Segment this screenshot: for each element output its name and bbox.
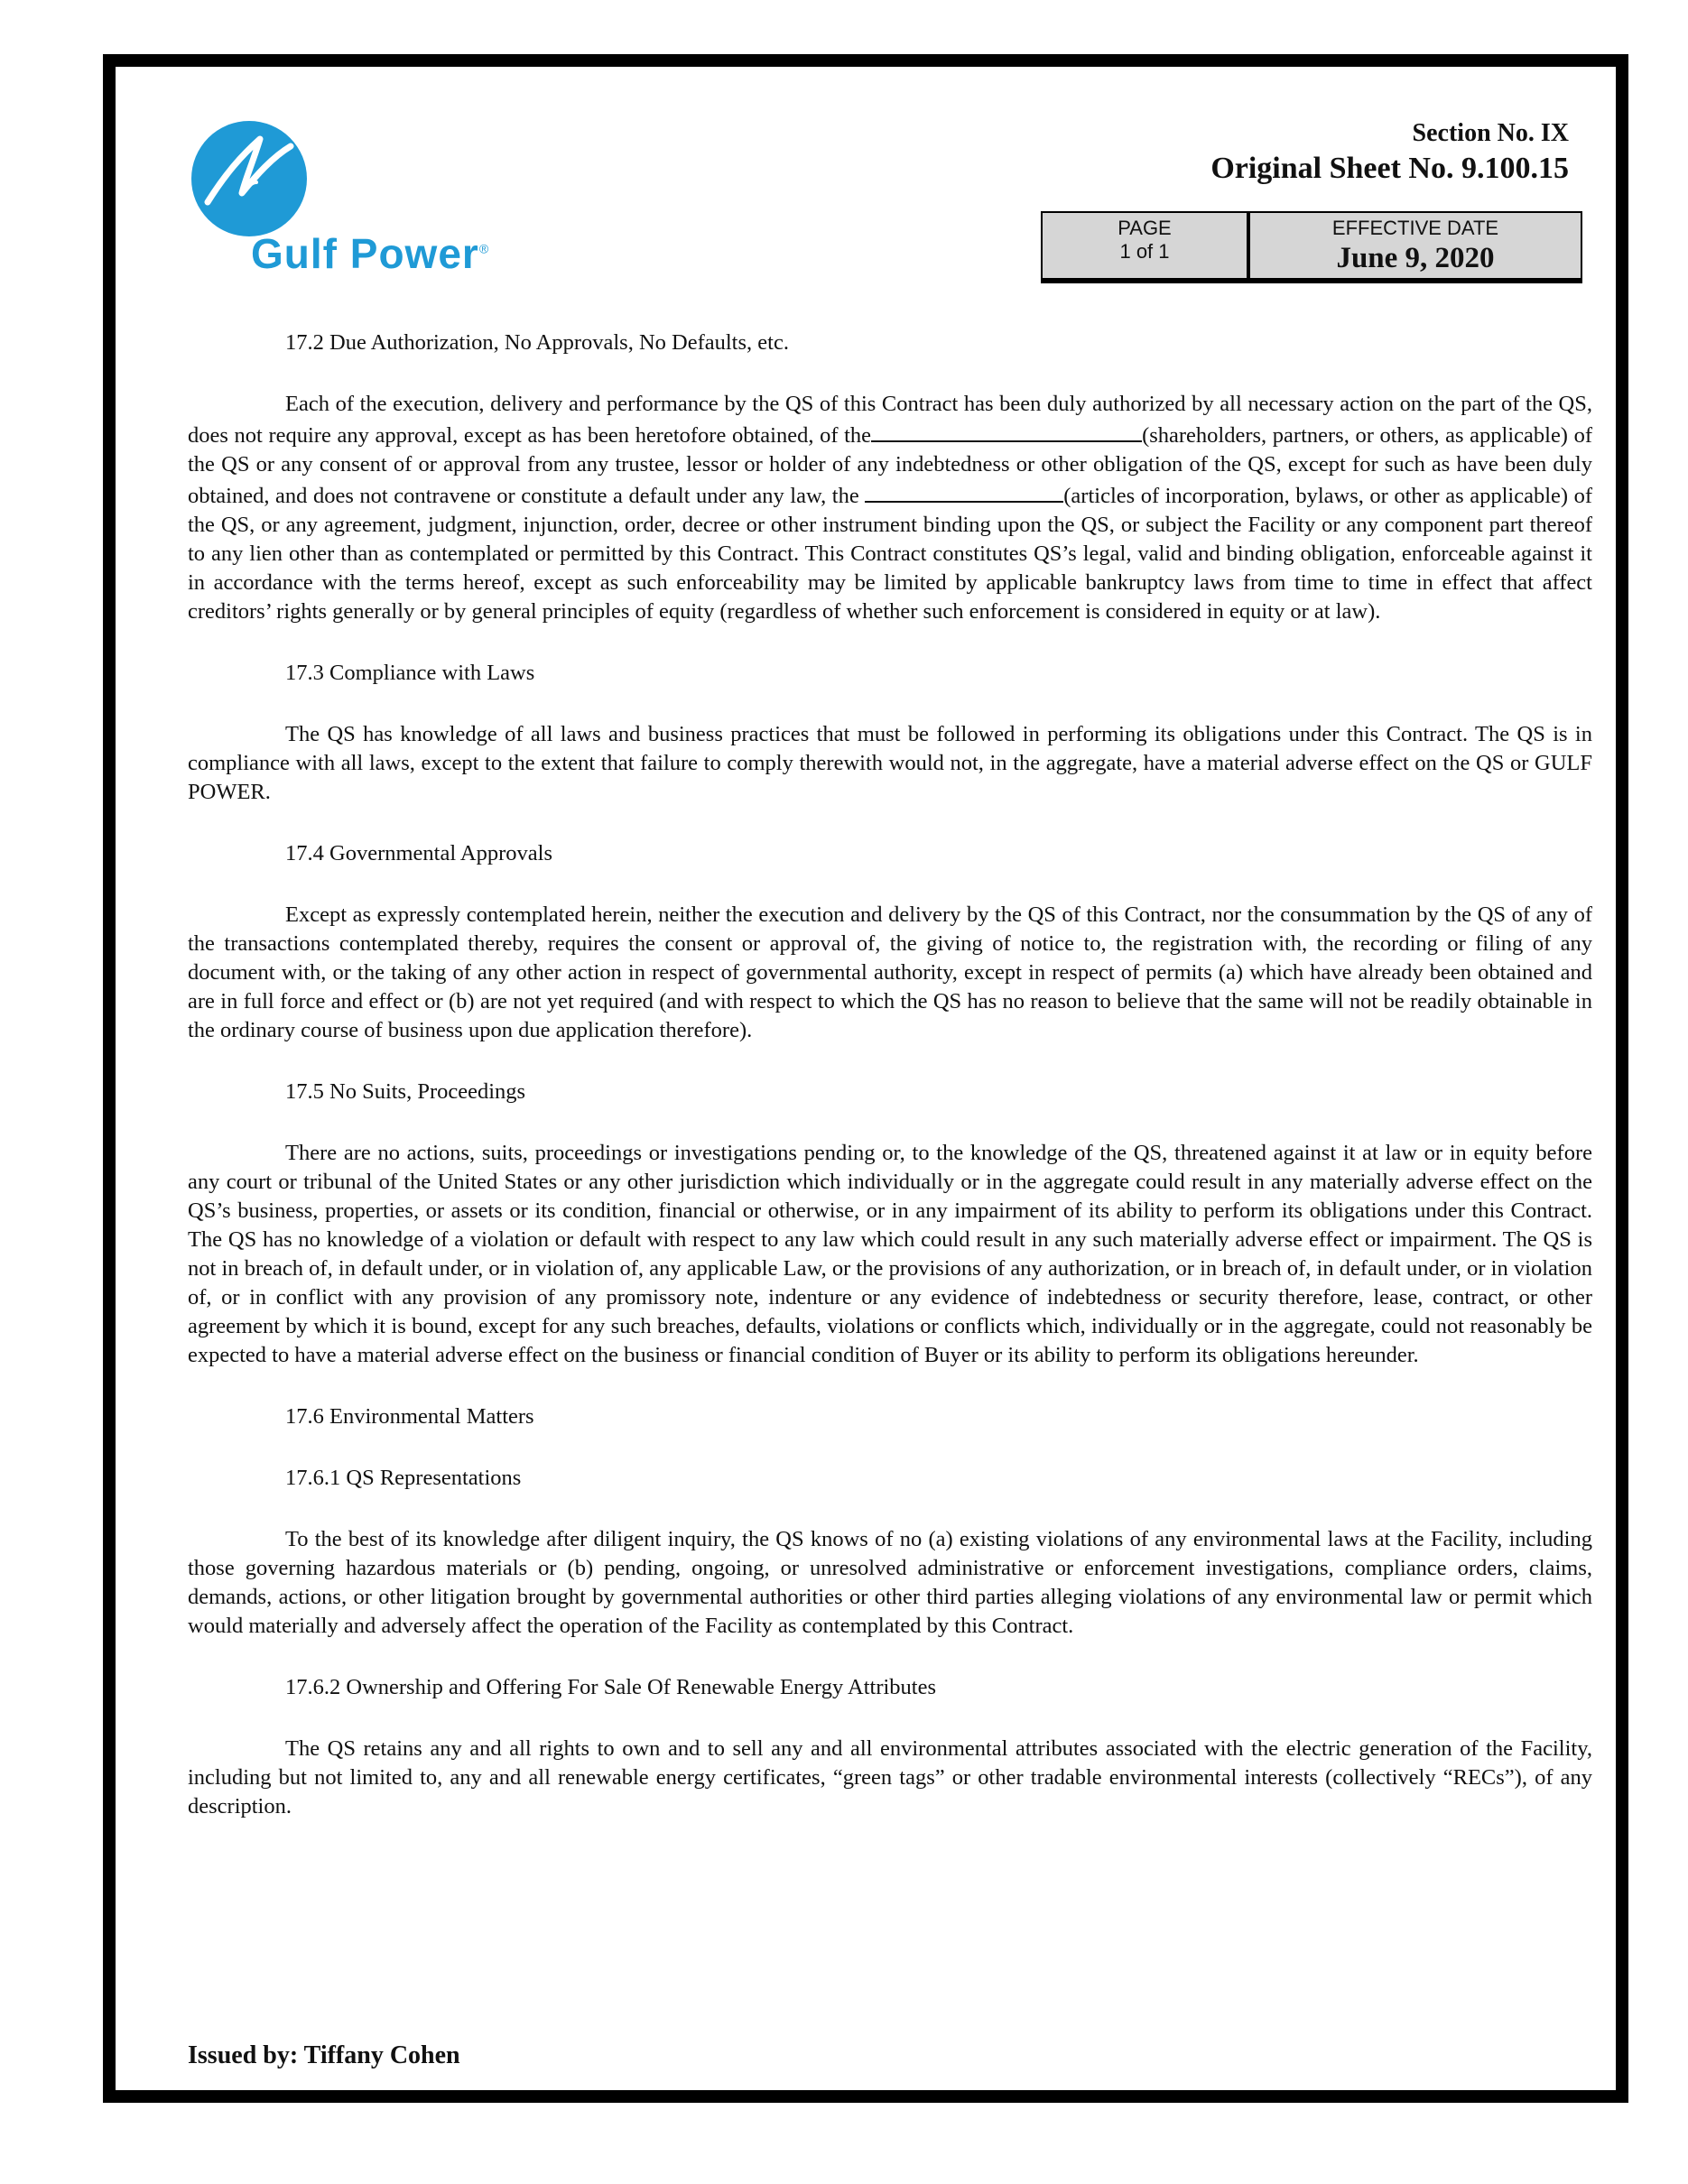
section-17-2-heading: 17.2 Due Authorization, No Approvals, No Defaults, etc. — [285, 330, 789, 355]
sheet-number: Original Sheet No. 9.100.15 — [1210, 152, 1569, 185]
gulf-power-logo — [190, 119, 569, 282]
sheet-identifier — [1210, 119, 1569, 186]
page-label: PAGE — [1118, 217, 1172, 239]
document-body — [188, 329, 1592, 1854]
page-value: 1 of 1 — [1119, 240, 1170, 263]
blank-line — [865, 479, 1063, 503]
effective-date-cell — [1250, 213, 1581, 282]
page-effective-date-box — [1041, 211, 1582, 283]
section-17-3-paragraph: The QS has knowledge of all laws and business practices that must be followed in performing its obligations under this Contract. The QS is in compliance with all laws, except to the extent that failure to comply therewith would not, in the aggregate, have a material adverse effect on the QS or GULF POWER. — [188, 722, 1592, 804]
logo-wordmark: Gulf Power® — [251, 230, 490, 277]
section-17-5-paragraph: There are no actions, suits, proceedings or investigations pending or, to the knowledge of the QS, threatened against it at law or in equity before any court or tribunal of the United States or any other jurisdiction which individually or in the aggregate could result in any materially adverse effect on the QS’s business, properties, or assets or its condition, financial or otherwise, or in any impairment of its ability to perform its obligations under this Contract. The QS has no knowledge of a violation or default with respect to any law which could result in any such materially adverse effect or impairment. The QS is not in breach of, in default under, or in violation of, any applicable Law, or the provisions of any authorization, or in breach of, in default under, or in violation of, or in conflict with any provision of any promissory note, indenture or any evidence of indebtedness or security therefore, lease, contract, or other agreement by which it is bound, except for any such breaches, defaults, violations or conflicts which, individually or in the aggregate, could not reasonably be expected to have a material adverse effect on the business or financial condition of Buyer or its ability to perform its obligations hereunder. — [188, 1141, 1592, 1367]
section-17-4-heading: 17.4 Governmental Approvals — [285, 841, 552, 865]
section-17-6-heading: 17.6 Environmental Matters — [285, 1404, 534, 1429]
blank-line — [871, 419, 1142, 442]
effective-date-label: EFFECTIVE DATE — [1331, 217, 1499, 239]
issued-by: Issued by: Tiffany Cohen — [188, 2041, 460, 2069]
effective-date-value: June 9, 2020 — [1336, 242, 1495, 274]
section-17-6-1-paragraph: To the best of its knowledge after diligent inquiry, the QS knows of no (a) existing violations of any environmental laws at the Facility, including those governing hazardous materials or (b) pending, ongoing, or unresolved administrative or enforcement investigations, compliance orders, claims, demands, actions, or other litigation brought by governmental authorities or other third parties alleging violations of any environmental law or permit which would materially and adversely affect the operation of the Facility as contemplated by this Contract. — [188, 1527, 1592, 1638]
section-17-6-1-heading: 17.6.1 QS Representations — [285, 1466, 522, 1490]
gulf-power-logo-icon — [190, 119, 309, 238]
section-17-6-2-paragraph: The QS retains any and all rights to own and to sell any and all environmental attributes associated with the electric generation of the Facility, including but not limited to, any and all renewable energy certificates, “green tags” or other tradable environmental interests (collectively “RECs”), of any description. — [188, 1736, 1592, 1818]
section-17-2-paragraph: Each of the execution, delivery and performance by the QS of this Contract has been duly authorized by all necessary action on the part of the QS, does not require any approval, except as has been heretofore obtained, of the (shareholders, partners, or others, as applicable) of the QS or any consent of or approval from any trustee, lessor or holder of any indebtedness or other obligation of the QS, except for such as have been duly obtained, and does not contravene or constitute a default under any law, the (articles of incorporation, bylaws, or other as applicable) of the QS, or any agreement, judgment, injunction, order, decree or other instrument binding upon the QS, or subject the Facility or any component part thereof to any lien other than as contemplated or permitted by this Contract. This Contract constitutes QS’s legal, valid and binding obligation, enforceable against it in accordance with the terms hereof, except as such enforceability may be limited by applicable bankruptcy laws from time to time in effect that affect creditors’ rights generally or by general principles of equity (regardless of whether such enforcement is considered in equity or at law). — [188, 392, 1593, 624]
section-number: Section No. IX — [1412, 119, 1569, 147]
section-17-4-paragraph: Except as expressly contemplated herein, neither the execution and delivery by the QS of this Contract, nor the consummation by the QS of any of the transactions contemplated thereby, requires the consent or approval of, the giving of notice to, the registration with, the recording or filing of any document with, or the taking of any other action in respect of governmental authority, except in respect of permits (a) which have already been obtained and are in full force and effect or (b) are not yet required (and with respect to which the QS has no reason to believe that the same will not be readily obtainable in the ordinary course of business upon due application therefore). — [188, 902, 1592, 1042]
section-17-3-heading: 17.3 Compliance with Laws — [285, 661, 535, 685]
page-cell — [1043, 213, 1250, 282]
section-17-5-heading: 17.5 No Suits, Proceedings — [285, 1079, 526, 1104]
section-17-6-2-heading: 17.6.2 Ownership and Offering For Sale Of Renewable Energy Attributes — [285, 1675, 937, 1699]
